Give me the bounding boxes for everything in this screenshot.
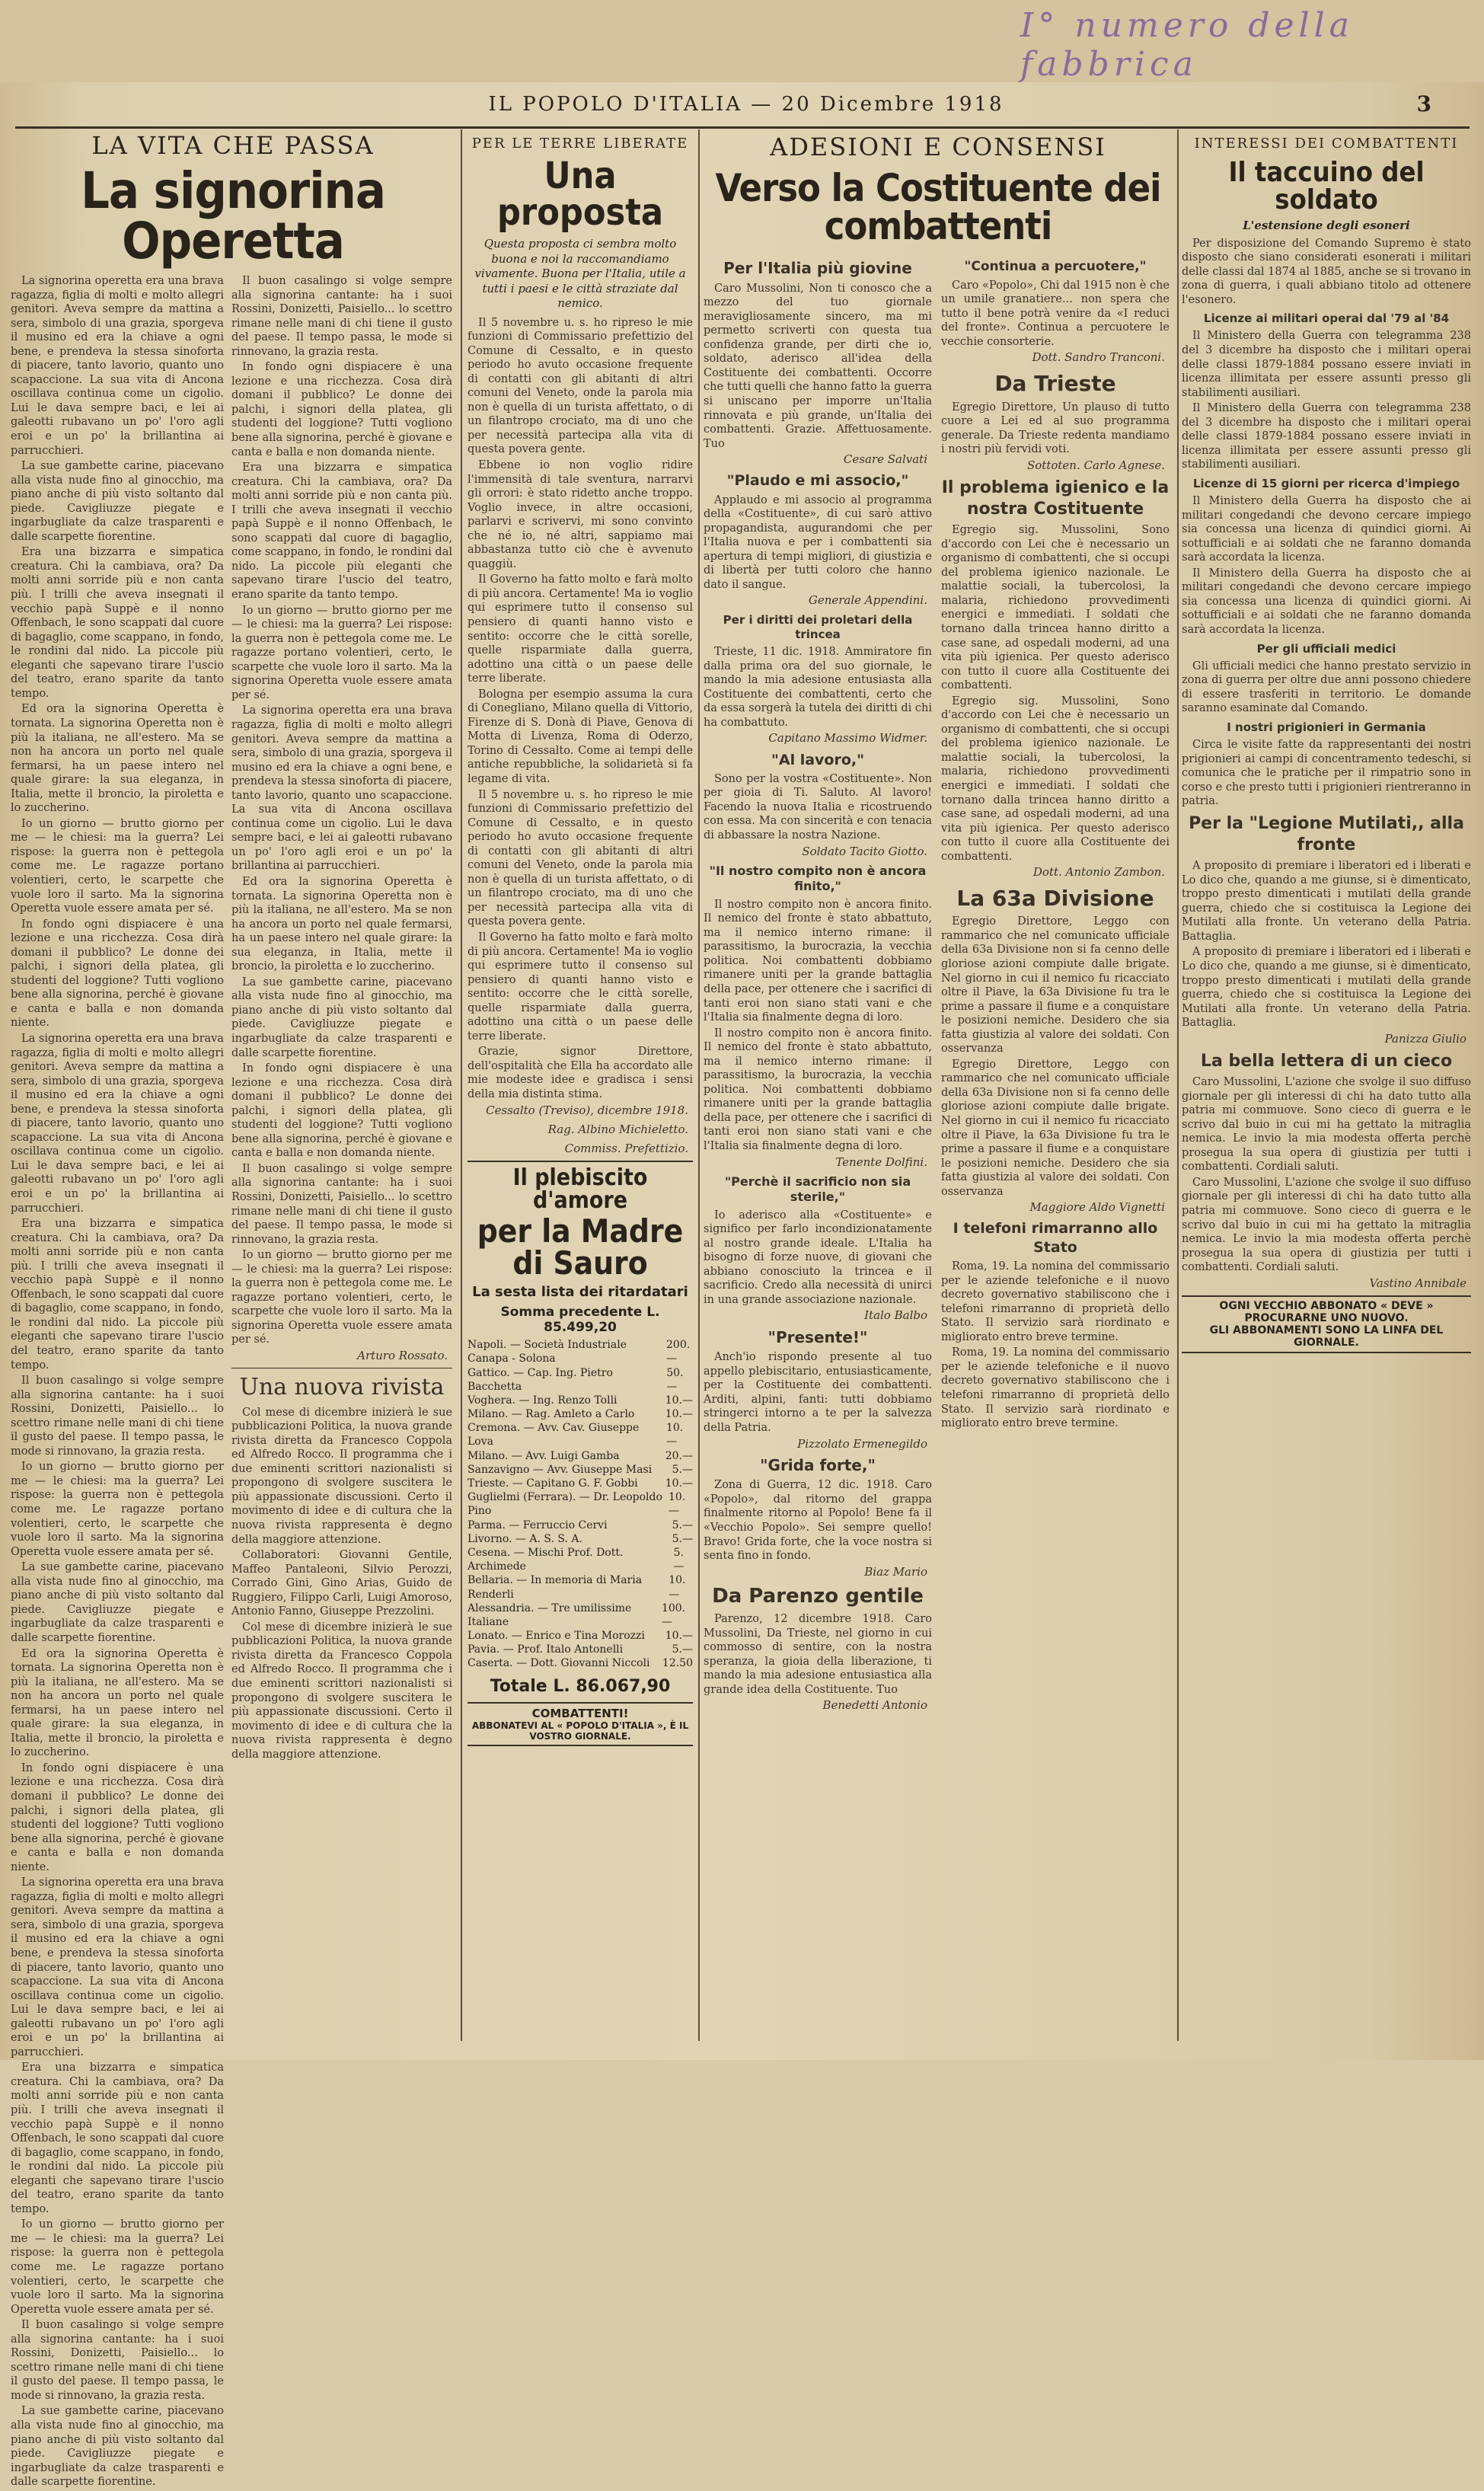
signature: Capitano Massimo Widmer. <box>768 731 927 746</box>
paragraph: Il 5 novembre u. s. ho ripreso le mie funzioni di Commissario prefettizio del Comune di Cessalto, e in questo periodo ho avuto occasione frequente di contatti con gli abitanti di altri comuni del Veneto, onde la parola mia non è quella di un turista affettato, o di un filantropo crociato, ma di uno che per necessità partecipa alla vita di questa povera gente. <box>468 316 693 456</box>
promo-box <box>468 1702 693 1746</box>
sign-role: Commiss. Prefettizio. <box>564 1141 688 1155</box>
plebiscito-total: Totale L. 86.067,90 <box>490 1676 671 1696</box>
center-left-column <box>704 254 932 1718</box>
handwritten-note: I° numero della fabbrica <box>1020 6 1354 84</box>
donor-name: Milano. — Avv. Luigi Gamba <box>468 1449 620 1462</box>
paragraph: Sono per la vostra «Costituente». Non per gioia di Ti. Saluto. Al lavoro! Facendo la nuova Italia e ricostruendo con essa. Ma con sincerità e con tenacia di abbassare la nostra Nazione. <box>704 772 932 842</box>
donation-row <box>468 1643 693 1656</box>
donor-name: Napoli. — Società Industriale Canapa - Solona <box>468 1339 627 1365</box>
paragraph: Il Governo ha fatto molto e farà molto di più ancora. Certamente! Ma io voglio qui esprimere tutto il consenso sul pensiero di quanti hanno visto e sentito: occorre che le città sorelle, quelle risparmiate dalla guerra, adottino una città o un paese delle terre liberate. <box>468 573 693 685</box>
section-kicker: LA VITA CHE PASSA <box>91 131 375 160</box>
paragraph: Ed ora la signorina Operetta è tornata. La signorina Operetta non è più la italiana, ne all'estero. Ma se non ha ancora un porto nel quale fermarsi, ha un paese intero nel quale girare: la sua eleganza, in Italia, mette il broncio, la piroletta e lo zuccherino. <box>11 703 224 815</box>
plebiscito-headline-2: per la Madre di Sauro <box>477 1212 684 1282</box>
donation-list <box>468 1338 693 1671</box>
paragraph: Io un giorno — brutto giorno per me — le chiesi: ma la guerra? Lei rispose: la guerra non è pettegola come me. Le ragazze portano volentieri, certo, le scarpette che vuole loro il sarto. Ma la signorina Operetta vuole essere amata per sé. <box>11 817 224 915</box>
column-1 <box>11 129 455 2489</box>
section-heading: "Plaudo e mi associo," <box>726 472 909 490</box>
paragraph: Era una bizzarra e simpatica creatura. Chi la cambiava, ora? Da molti anni sorride più e non canta più. I trilli che aveva insegnati il vecchio papà Suppè e il nonno Offenbach, le sono scappati dal cuore di bagaglio, come scappano, in fondo, le rondini dal nido. La piccole più eleganti che sapevano tirare l'uscio del teatro, erano sparite da tanto tempo. <box>11 2061 224 2215</box>
paragraph: Ed ora la signorina Operetta è tornata. La signorina Operetta non è più la italiana, ne all'estero. Ma se non ha ancora un porto nel quale fermarsi, ha un paese intero nel quale girare: la sua eleganza, in Italia, mette il broncio, la piroletta e lo zuccherino. <box>231 875 452 973</box>
paragraph: Roma, 19. La nomina del commissario per le aziende telefoniche e il nuovo decreto governativo stabiliscono che i telefoni rimarranno di proprietà dello Stato. Il servizio sarà riordinato e migliorato entro breve termine. <box>941 1260 1170 1343</box>
section-heading: Da Parenzo gentile <box>712 1584 924 1608</box>
paragraph: Caro Mussolini, Non ti conosco che a mezzo del tuo giornale meravigliosamente sincero, ma mi permetto scriverti con questa tua confidenza grande, per dirti che io, soldato, aderisco all'idea della Costituente dei combattenti. Occorre che tutti quelli che hanno fatto la guerra si uniscano per imporre un'Italia rinnovata e più grande, un'Italia dei combattenti. Grazie. Affettuosamente. Tuo <box>704 282 932 450</box>
donation-amount: 10.— <box>665 1394 693 1407</box>
signature: Soldato Tacito Giotto. <box>802 844 927 858</box>
article-headline: Una nuova rivista <box>239 1374 445 1401</box>
donation-row <box>468 1532 693 1546</box>
donation-row <box>468 1656 693 1670</box>
paragraph: Col mese di dicembre inizierà le sue pubblicazioni Politica, la nuova grande rivista diretta da Francesco Coppola ed Alfredo Rocco. Il programma che i due eminenti scrittori nazionalisti si propongono di svolgere suscitera le più appassionate discussioni. Certo il movimento di idee e di cultura che la nuova rivista rappresenta è degno della maggiore attenzione. <box>231 1621 452 1761</box>
paragraph: A proposito di premiare i liberatori ed i liberati e Lo dico che, quando a me giunse, si è dimenticato, troppo presto dimenticati i mutilati della grande guerra, chiedo che si costituisca la Legione dei Mutilati alla fronte. Un veterano della Patria. Battaglia. <box>1182 860 1471 943</box>
signature: Cesare Salvati <box>843 452 927 467</box>
column-rule <box>698 129 700 2041</box>
sign-place: Cessalto (Treviso), dicembre 1918. <box>486 1103 688 1117</box>
donation-row <box>468 1366 693 1394</box>
paragraph: Io aderisco alla «Costituente» e significo per farlo incondizionatamente al nostro grande ideale. L'Italia ha bisogno di forze nuove, di giovani che abbiano conosciuto la trincea e il sacrificio. Credo alla necessità di unirci in una grande associazione nazionale. <box>704 1209 932 1306</box>
donor-name: Lonato. — Enrico e Tina Morozzi <box>468 1630 645 1643</box>
paragraph: Io un giorno — brutto giorno per me — le chiesi: ma la guerra? Lei rispose: la guerra non è pettegola come me. Le ragazze portano volentieri, certo, le scarpette che vuole loro il sarto. Ma la signorina Operetta vuole essere amata per sé. <box>231 604 452 701</box>
paragraph: Anch'io rispondo presente al tuo appello plebiscitario, entusiasticamente, per la Costituente dei combattenti. Arditi, alpini, fanti: tutti dobbiamo stringerci intorno a te per la salvezza della Patria. <box>704 1351 932 1434</box>
donation-row <box>468 1477 693 1490</box>
article-headline: Una proposta <box>497 155 663 234</box>
section-kicker: ADESIONI E CONSENSI <box>770 133 1106 161</box>
paragraph: La signorina operetta era una brava ragazza, figlia di molti e molto allegri genitori. Aveva sempre da mattina a sera, simbolo di una grazia, sporgeva il musino ed era la chiave a ogni bene, e prendeva la stessa sinoforta di piacere, tanto lavorio, quanto uno scapaccione. La sua vita di Ancona oscillava continua come un cigolio. Lui le dava sempre baci, e lei ai galeotti rubavano un po' l'oro agli eroi e un po' la brillantina ai parrucchieri. <box>231 704 452 873</box>
paragraph: Il Ministero della Guerra ha disposto che ai militari congedandi che devono cercare impiego sia concessa una licenza di quindici giorni. Ai sottufficiali e ai soldati che ne faranno domanda sarà accordata la licenza. <box>1182 567 1471 636</box>
column-2 <box>468 129 693 2049</box>
section-heading: Da Trieste <box>994 370 1116 396</box>
paragraph: Roma, 19. La nomina del commissario per le aziende telefoniche e il nuovo decreto governativo stabiliscono che i telefoni rimarranno di proprietà dello Stato. Il servizio sarà riordinato e migliorato entro breve termine. <box>941 1346 1170 1430</box>
donation-amount: 20.— <box>665 1449 693 1462</box>
section-heading: "Il nostro compito non è ancora finito," <box>709 863 927 894</box>
donor-name: Cremona. — Avv. Cav. Giuseppe Lova <box>468 1422 640 1448</box>
donation-amount: 5.— <box>672 1519 693 1531</box>
paragraph: Il buon casalingo si volge sempre alla signorina cantante: ha i suoi Rossini, Donizetti, Paisiello... lo scettro rimane nelle mani di chi tiene il gusto del paese. Il tempo passa, le mode si rinnovano, la grazia resta. <box>231 275 452 358</box>
donor-name: Bellaria. — In memoria di Maria Renderli <box>468 1574 643 1601</box>
paragraph: La signorina operetta era una brava ragazza, figlia di molti e molto allegri genitori. Aveva sempre da mattina a sera, simbolo di una grazia, sporgeva il musino ed era la chiave a ogni bene, e prendeva la stessa sinoforta di piacere, tanto lavorio, quanto uno scapaccione. La sua vita di Ancona oscillava continua come un cigolio. Lui le dava sempre baci, e lei ai galeotti rubavano un po' l'oro agli eroi e un po' la brillantina ai parrucchieri. <box>11 1032 224 1215</box>
donation-amount: 5.— <box>672 1532 693 1545</box>
article-headline: La signorina Operetta <box>81 161 385 270</box>
paragraph: Il Governo ha fatto molto e farà molto di più ancora. Certamente! Ma io voglio qui esprimere tutto il consenso sul pensiero di quanti hanno visto e sentito: occorre che le città sorelle, quelle risparmiate dalla guerra, adottino una città o un paese delle terre liberate. <box>468 931 693 1043</box>
section-heading: Per gli ufficiali medici <box>1256 641 1396 656</box>
paragraph: Egregio sig. Mussolini, Sono d'accordo con Lei che è necessario un organismo di combattenti, che si occupi del problema igienico nazionale. Le malattie sociali, la tubercolosi, la malaria, richiedono provvedimenti energici e immediati. I soldati che tornano dalla trincea hanno diritto a case sane, ad ospedali moderni, ad una vita più igienica. Per questo aderisco con tutto il cuore alla Costituente dei combattenti. <box>941 695 1170 863</box>
paragraph: La signorina operetta era una brava ragazza, figlia di molti e molto allegri genitori. Aveva sempre da mattina a sera, simbolo di una grazia, sporgeva il musino ed era la chiave a ogni bene, e prendeva la stessa sinoforta di piacere, tanto lavorio, quanto uno scapaccione. La sua vita di Ancona oscillava continua come un cigolio. Lui le dava sempre baci, e lei ai galeotti rubavano un po' l'oro agli eroi e un po' la brillantina ai parrucchieri. <box>11 275 224 457</box>
masthead <box>30 90 1462 125</box>
donation-row <box>468 1463 693 1477</box>
donor-name: Alessandria. — Tre umilissime Italiane <box>468 1602 632 1628</box>
donor-name: Caserta. — Dott. Giovanni Niccoli <box>468 1657 650 1670</box>
donation-row <box>468 1421 693 1448</box>
paragraph: La sue gambette carine, piacevano alla vista nude fino al ginocchio, ma piano anche di più visto soltanto dal piede. Cavigliuzze piegate e ingarbugliate da calze trasparenti e dalle scarpette fiorentine. <box>11 460 224 543</box>
signature: Tenente Dolfini. <box>835 1154 927 1169</box>
plebiscito-previous: Somma precedente L. 85.499,20 <box>500 1305 660 1336</box>
paragraph: La sue gambette carine, piacevano alla vista nude fino al ginocchio, ma piano anche di più visto soltanto dal piede. Cavigliuzze piegate e ingarbugliate da calze trasparenti e dalle scarpette fiorentine. <box>231 976 452 1059</box>
signature: Panizza Giulio <box>1384 1031 1466 1046</box>
paragraph: Egregio Direttore, Leggo con rammarico che nel comunicato ufficiale della 63a Divisione non si fa cenno delle gloriose azioni compiute dalle brigate. Nel giorno in cui il nemico fu ricacciato oltre il Piave, la 63a Divisione fu tra le prime a passare il fiume e a conquistare le posizioni nemiche. Desidero che sia fatta giustizia al valore dei soldati. Con osservanza <box>941 915 1170 1055</box>
paragraph: Caro Mussolini, L'azione che svolge il suo diffuso giornale per gli interessi di chi ha dato tutto alla patria mi commuove. Sono cieco di guerra e le scrivo dal buio in cui mi ha gettato la mitraglia nemica. Le invio la mia modesta offerta perchè prosegua la sua opera di giustizia per tutti i combattenti. Cordiali saluti. <box>1182 1076 1471 1174</box>
donation-row <box>468 1546 693 1573</box>
article-body-right <box>231 274 452 2491</box>
section-heading: La 63a Divisione <box>956 885 1154 911</box>
paragraph: Circa le visite fatte da rappresentanti dei nostri prigionieri ai campi di concentramento tedeschi, si comunica che le pratiche per il rimpatrio sono in corso e che presto tutti i prigionieri rientreranno in patria. <box>1182 739 1471 808</box>
promo-line-1: COMBATTENTI! <box>531 1706 629 1720</box>
column-center <box>704 129 1173 2049</box>
paragraph: Il nostro compito non è ancora finito. Il nemico del fronte è stato abbattuto, ma il nemico interno rimane: il parassitismo, la burocrazia, la vecchia politica. Noi combattenti dobbiamo rimanere uniti per la grande battaglia della pace, per ottenere che i sacrifici di tanti eroi non siano stati vani e che l'Italia sia finalmente degna di loro. <box>704 1027 932 1152</box>
article-body-left <box>11 274 224 2491</box>
paragraph: Ebbene io non voglio ridire l'immensità di tale sventura, narrarvi gli orrori: è stato ridetto anche troppo. Voglio invece, in altre occasioni, parlarvi e scrivervi, mi sono convinto che né io, né altri, sappiamo mai abbastanza tutto ciò che è avvenuto quaggiù. <box>468 458 693 570</box>
paragraph: A proposito di premiare i liberatori ed i liberati e Lo dico che, quando a me giunse, si è dimenticato, troppo presto dimenticati i mutilati della grande guerra, chiedo che si costituisca la Legione dei Mutilati alla fronte. Un veterano della Patria. Battaglia. <box>1182 946 1471 1030</box>
paragraph: Il buon casalingo si volge sempre alla signorina cantante: ha i suoi Rossini, Donizetti, Paisiello... lo scettro rimane nelle mani di chi tiene il gusto del paese. Il tempo passa, le mode si rinnovano, la grazia resta. <box>11 1375 224 1458</box>
paragraph: Egregio sig. Mussolini, Sono d'accordo con Lei che è necessario un organismo di combattenti, che si occupi del problema igienico nazionale. Le malattie sociali, la tubercolosi, la malaria, richiedono provvedimenti energici e immediati. I soldati che tornano dalla trincea hanno diritto a case sane, ad ospedali moderni, ad una vita più igienica. Per questo aderisco con tutto il cuore alla Costituente dei combattenti. <box>941 524 1170 692</box>
center-right-column <box>941 254 1170 1718</box>
section-heading: Licenze di 15 giorni per ricerca d'impiego <box>1192 476 1460 490</box>
signature: Sottoten. Carlo Agnese. <box>1027 458 1165 472</box>
section-heading: Licenze ai militari operai dal '79 al '84 <box>1203 311 1450 326</box>
plebiscito-subtitle: La sesta lista dei ritardatari <box>472 1284 688 1301</box>
donor-name: Sanzavigno — Avv. Giuseppe Masi <box>468 1463 653 1476</box>
donation-amount: 100.— <box>661 1602 686 1628</box>
signature: Benedetti Antonio <box>822 1698 927 1713</box>
paragraph: Egregio Direttore, Leggo con rammarico che nel comunicato ufficiale della 63a Divisione non si fa cenno delle gloriose azioni compiute dalle brigate. Nel giorno in cui il nemico fu ricacciato oltre il Piave, la 63a Divisione fu tra le prime a passare il fiume e a conquistare le posizioni nemiche. Desidero che sia fatta giustizia al valore dei soldati. Con osservanza <box>941 1058 1170 1198</box>
paragraph: In fondo ogni dispiacere è una lezione e una ricchezza. Cosa dirà domani il pubblico? Le donne dei palchi, i signori della platea, gli studenti del loggione? Tutti vogliono bene alla signorina, perché è giovane e canta e balla e non domanda niente. <box>231 361 452 458</box>
donor-name: Gattico. — Cap. Ing. Pietro Bacchetta <box>468 1366 613 1393</box>
promo-box <box>1182 1295 1471 1353</box>
signature: Vastino Annibale <box>1369 1276 1466 1290</box>
donor-name: Voghera. — Ing. Renzo Tolli <box>468 1394 618 1407</box>
paragraph: Gli ufficiali medici che hanno prestato servizio in zona di guerra per oltre due anni possono chiedere di essere trasferiti in territorio. Le domande saranno esaminate dal Comando. <box>1182 659 1471 715</box>
masthead-title: IL POPOLO D'ITALIA — 20 Dicembre 1918 <box>488 93 1004 116</box>
donor-name: Pavia. — Prof. Italo Antonelli <box>468 1643 624 1656</box>
paragraph: Il buon casalingo si volge sempre alla signorina cantante: ha i suoi Rossini, Donizetti, Paisiello... lo scettro rimane nelle mani di chi tiene il gusto del paese. Il tempo passa, le mode si rinnovano, la grazia resta. <box>231 1162 452 1246</box>
paragraph: Il nostro compito non è ancora finito. Il nemico del fronte è stato abbattuto, ma il nemico interno rimane: il parassitismo, la burocrazia, la vecchia politica. Noi combattenti dobbiamo rimanere uniti per la grande battaglia della pace, per ottenere che i sacrifici di tanti eroi non siano stati vani e che l'Italia sia finalmente degna di loro. <box>704 898 932 1024</box>
donation-amount: 10.— <box>665 1630 693 1643</box>
paragraph: Era una bizzarra e simpatica creatura. Chi la cambiava, ora? Da molti anni sorride più e non canta più. I trilli che aveva insegnati il vecchio papà Suppè e il nonno Offenbach, le sono scappati dal cuore di bagaglio, come scappano, in fondo, le rondini dal nido. La piccole più eleganti che sapevano tirare l'uscio del teatro, erano sparite da tanto tempo. <box>231 461 452 602</box>
column-right <box>1182 129 1471 2049</box>
signature: Generale Appendini. <box>808 593 927 608</box>
paragraph: Io un giorno — brutto giorno per me — le chiesi: ma la guerra? Lei rispose: la guerra non è pettegola come me. Le ragazze portano volentieri, certo, le scarpette che vuole loro il sarto. Ma la signorina Operetta vuole essere amata per sé. <box>11 1461 224 1558</box>
section-heading: Il problema igienico e la nostra Costituente <box>941 477 1170 519</box>
article-body <box>468 316 693 1157</box>
paragraph: Era una bizzarra e simpatica creatura. Chi la cambiava, ora? Da molti anni sorride più e non canta più. I trilli che aveva insegnati il vecchio papà Suppè e il nonno Offenbach, le sono scappati dal cuore di bagaglio, come scappano, in fondo, le rondini dal nido. La piccole più eleganti che sapevano tirare l'uscio del teatro, erano sparite da tanto tempo. <box>11 1218 224 1372</box>
donor-name: Parma. — Ferruccio Cervi <box>468 1519 608 1531</box>
donation-amount: 5.— <box>672 1463 693 1476</box>
donation-amount: 5.— <box>672 1643 693 1656</box>
paragraph: Parenzo, 12 dicembre 1918. Caro Mussolini, Da Trieste, nel giorno in cui commosso di sentire, con la nostra speranza, la gioia della liberazione, ti mando la mia adesione entusiastica alla grande idea della Costituente. Tuo <box>704 1613 932 1696</box>
donor-name: Milano. — Rag. Amleto a Carlo <box>468 1408 635 1421</box>
donation-amount: 10.— <box>665 1408 693 1421</box>
article-headline: Il taccuino del soldato <box>1228 157 1425 216</box>
donation-amount: 200.— <box>666 1339 691 1365</box>
paragraph: Ed ora la signorina Operetta è tornata. La signorina Operetta non è più la italiana, ne all'estero. Ma se non ha ancora un porto nel quale fermarsi, ha un paese intero nel quale girare: la sua eleganza, in Italia, mette il broncio, la piroletta e lo zuccherino. <box>11 1647 224 1759</box>
donation-amount: 10.— <box>665 1422 684 1448</box>
paragraph: Egregio Direttore, Un plauso di tutto cuore a Lei ed al suo programma generale. Da Trieste redenta mandiamo i nostri più fervidi voti. <box>941 401 1170 456</box>
promo-line-2: GLI ABBONAMENTI SONO LA LINFA DEL GIORNALE. <box>1209 1324 1444 1349</box>
paragraph: Il 5 novembre u. s. ho ripreso le mie funzioni di Commissario prefettizio del Comune di Cessalto, e in questo periodo ho avuto occasione frequente di contatti con gli abitanti di altri comuni del Veneto, onde la parola mia non è quella di un turista affettato, o di un filantropo crociato, ma di uno che per necessità partecipa alla vita di questa povera gente. <box>468 788 693 928</box>
column-rule <box>461 129 462 2041</box>
section-heading: "Perchè il sacrificio non sia sterile," <box>724 1174 911 1205</box>
promo-line-2: ABBONATEVI AL « POPOLO D'ITALIA », È IL VOSTRO GIORNALE. <box>471 1720 689 1742</box>
paragraph: Io un giorno — brutto giorno per me — le chiesi: ma la guerra? Lei rispose: la guerra non è pettegola come me. Le ragazze portano volentieri, certo, le scarpette che vuole loro il sarto. Ma la signorina Operetta vuole essere amata per sé. <box>11 2218 224 2316</box>
donation-amount: 5.— <box>673 1546 685 1573</box>
paragraph: La sue gambette carine, piacevano alla vista nude fino al ginocchio, ma piano anche di più visto soltanto dal piede. Cavigliuzze piegate e ingarbugliate da calze trasparenti e dalle scarpette fiorentine. <box>11 1561 224 1644</box>
donation-amount: 50.— <box>666 1366 684 1393</box>
paragraph: Zona di Guerra, 12 dic. 1918. Caro «Popolo», dal ritorno del grappa finalmente ritorno al Popolo! Bene fa il «Vecchio Popolo». Sei sempre quello! Bravo! Grida forte, che la voce nostra si senta fino in fondo. <box>704 1479 932 1563</box>
paragraph: Il Ministero della Guerra con telegramma 238 del 3 dicembre ha disposto che i militari operai delle classi 1879-1884 possano essere inviati in licenza illimitata per essere assunti presso gli stabilimenti ausiliari. <box>1182 402 1471 471</box>
section-heading: "Grida forte," <box>760 1455 876 1474</box>
donor-name: Livorno. — A. S. S. A. <box>468 1532 582 1545</box>
donation-amount: 10.— <box>665 1477 693 1490</box>
page-number: 3 <box>1416 91 1431 117</box>
paragraph: Per disposizione del Comando Supremo è stato disposto che siano considerati esonerati i militari delle classi dal 1874 al 1885, anche se si trovano in zona di guerra, i quali abbiano titolo ad ottenere l'esonero. <box>1182 237 1471 306</box>
signature: Maggiore Aldo Vignetti <box>1029 1200 1165 1215</box>
paragraph: Col mese di dicembre inizierà le sue pubblicazioni Politica, la nuova grande rivista diretta da Francesco Coppola ed Alfredo Rocco. Il programma che i due eminenti scrittori nazionalisti si propongono di svolgere suscitera le più appassionate discussioni. Certo il movimento di idee e di cultura che la nuova rivista rappresenta è degno della maggiore attenzione. <box>231 1406 452 1546</box>
section-heading: "Al lavoro," <box>771 751 865 768</box>
donation-row <box>468 1394 693 1407</box>
masthead-rule <box>15 126 1470 129</box>
signature: Biaz Mario <box>864 1564 927 1579</box>
paragraph: Il Ministero della Guerra con telegramma 238 del 3 dicembre ha disposto che i militari operai delle classi 1879-1884 possano essere inviati in licenza illimitata per essere assunti presso gli stabilimenti ausiliari. <box>1182 330 1471 399</box>
paragraph: In fondo ogni dispiacere è una lezione e una ricchezza. Cosa dirà domani il pubblico? Le donne dei palchi, i signori della platea, gli studenti del loggione? Tutti vogliono bene alla signorina, perché è giovane e canta e balla e non domanda niente. <box>231 1062 452 1160</box>
paragraph: Bologna per esempio assuma la cura di Conegliano, Milano quella di Vittorio, Firenze di S. Donà di Piave, Genova di Motta di Livenza, Roma di Oderzo, Torino di Cessalto. Come ai tempi delle antiche repubbliche, la solidarietà si fa legame di vita. <box>468 688 693 785</box>
donation-amount: 10.— <box>669 1574 686 1601</box>
donation-row <box>468 1338 693 1365</box>
paragraph: Il buon casalingo si volge sempre alla signorina cantante: ha i suoi Rossini, Donizetti, Paisiello... lo scettro rimane nelle mani di chi tiene il gusto del paese. Il tempo passa, le mode si rinnovano, la grazia resta. <box>11 2319 224 2402</box>
article-subtitle: Questa proposta ci sembra molto buona e noi la raccomandiamo vivamente. Buona per l'Italia, utile a tutti i paesi e le città straziate dal nemico. <box>474 237 686 310</box>
donor-name: Cesena. — Mischi Prof. Dott. Archimede <box>468 1546 624 1573</box>
donation-row <box>468 1519 693 1532</box>
section-heading: Per l'Italia più giovine <box>723 259 912 277</box>
donation-row <box>468 1573 693 1601</box>
article-subtitle: L'estensione degli esoneri <box>1243 219 1410 232</box>
paragraph: Applaudo e mi associo al programma della «Costituente», di cui sarò attivo propagandista, augurandomi che per l'Italia nuova e per i combattenti sia apertura di tempi migliori, di giustizia e di libertà per tutti coloro che hanno dato il sangue. <box>704 493 932 591</box>
donation-row <box>468 1490 693 1518</box>
article-body <box>1182 237 1471 1291</box>
paragraph: Grazie, signor Direttore, dell'ospitalità che Ella ha accordato alle mie modeste idee e gradisca i sensi della mia distinta stima. <box>468 1046 693 1101</box>
paragraph: Caro «Popolo», Chi dal 1915 non è che un umile granatiere... non spera che tutto il bene potrà venire da «I reduci del fronte». Continua a percuotere le vecchie consorterie. <box>941 279 1170 348</box>
sign-name: Rag. Albino Michieletto. <box>547 1122 688 1136</box>
section-heading: I telefoni rimarranno allo Stato <box>953 1220 1158 1256</box>
section-heading: Per la "Legione Mutilati,, alla fronte <box>1189 813 1464 854</box>
paragraph: Collaboratori: Giovanni Gentile, Maffeo Pantaleoni, Silvio Perozzi, Corrado Gini, Gino Arias, Guido de Ruggiero, Filippo Carli, Luigi Amoroso, Antonio Fanno, Giuseppe Prezzolini. <box>231 1549 452 1618</box>
section-kicker: INTERESSI DEI COMBATTENTI <box>1194 136 1459 152</box>
divider <box>468 1161 693 1162</box>
paragraph: Il Ministero della Guerra ha disposto che ai militari congedandi che devono cercare impiego sia concessa una licenza di quindici giorni. Ai sottufficiali e ai soldati che ne faranno domanda sarà accordata la licenza. <box>1182 495 1471 564</box>
donation-row <box>468 1449 693 1463</box>
article-signature: Arturo Rossato. <box>357 1349 448 1363</box>
section-heading: Per i diritti dei proletari della trincea <box>723 612 913 641</box>
donation-row <box>468 1602 693 1629</box>
section-heading: I nostri prigionieri in Germania <box>1227 720 1426 734</box>
promo-line-1: OGNI VECCHIO ABBONATO « DEVE » PROCURARNE UNO NUOVO. <box>1219 1299 1434 1324</box>
signature: Italo Balbo <box>864 1308 927 1323</box>
signature: Dott. Antonio Zambon. <box>1032 865 1165 880</box>
donor-name: Guglielmi (Ferrara). — Dr. Leopoldo Pino <box>468 1491 662 1518</box>
plebiscito-headline-1: Il plebiscito d'amore <box>512 1164 648 1215</box>
paragraph: In fondo ogni dispiacere è una lezione e una ricchezza. Cosa dirà domani il pubblico? Le donne dei palchi, i signori della platea, gli studenti del loggione? Tutti vogliono bene alla signorina, perché è giovane e canta e balla e non domanda niente. <box>11 918 224 1030</box>
section-heading: La bella lettera di un cieco <box>1200 1051 1453 1071</box>
signature: Pizzolato Ermenegildo <box>797 1436 927 1451</box>
paragraph: Era una bizzarra e simpatica creatura. Chi la cambiava, ora? Da molti anni sorride più e non canta più. I trilli che aveva insegnati il vecchio papà Suppè e il nonno Offenbach, le sono scappati dal cuore di bagaglio, come scappano, in fondo, le rondini dal nido. La piccole più eleganti che sapevano tirare l'uscio del teatro, erano sparite da tanto tempo. <box>11 546 224 700</box>
paragraph: La sue gambette carine, piacevano alla vista nude fino al ginocchio, ma piano anche di più visto soltanto dal piede. Cavigliuzze piegate e ingarbugliate da calze trasparenti e dalle scarpette fiorentine. <box>11 2405 224 2489</box>
section-kicker: PER LE TERRE LIBERATE <box>471 136 689 152</box>
donation-row <box>468 1629 693 1643</box>
section-heading: "Presente!" <box>768 1327 868 1346</box>
donation-amount: 10.— <box>668 1491 686 1518</box>
paragraph: Caro Mussolini, L'azione che svolge il suo diffuso giornale per gli interessi di chi ha dato tutto alla patria mi commuove. Sono cieco di guerra e le scrivo dal buio in cui mi ha gettato la mitraglia nemica. Le invio la mia modesta offerta perchè prosegua la sua opera di giustizia per tutti i combattenti. Cordiali saluti. <box>1182 1176 1471 1274</box>
donation-amount: 12.50 <box>662 1657 693 1670</box>
signature: Dott. Sandro Tranconi. <box>1032 350 1165 365</box>
donor-name: Trieste. — Capitano G. F. Gobbi <box>468 1477 638 1490</box>
column-rule <box>1177 129 1179 2041</box>
paragraph: In fondo ogni dispiacere è una lezione e una ricchezza. Cosa dirà domani il pubblico? Le donne dei palchi, i signori della platea, gli studenti del loggione? Tutti vogliono bene alla signorina, perché è giovane e canta e balla e non domanda niente. <box>11 1761 224 1873</box>
paragraph: La signorina operetta era una brava ragazza, figlia di molti e molto allegri genitori. Aveva sempre da mattina a sera, simbolo di una grazia, sporgeva il musino ed era la chiave a ogni bene, e prendeva la stessa sinoforta di piacere, tanto lavorio, quanto uno scapaccione. La sua vita di Ancona oscillava continua come un cigolio. Lui le dava sempre baci, e lei ai galeotti rubavano un po' l'oro agli eroi e un po' la brillantina ai parrucchieri. <box>11 1876 224 2058</box>
donation-row <box>468 1407 693 1421</box>
paragraph: Trieste, 11 dic. 1918. Ammiratore fin dalla prima ora del suo giornale, le mando la mia adesione entusiasta alla Costituente dei combattenti, certo che da essa sorgerà la tutela dei diritti di chi ha combattuto. <box>704 646 932 729</box>
section-heading: "Continua a percuotere," <box>964 259 1147 274</box>
article-headline: Verso la Costituente dei combattenti <box>715 166 1161 248</box>
paragraph: Io un giorno — brutto giorno per me — le chiesi: ma la guerra? Lei rispose: la guerra non è pettegola come me. Le ragazze portano volentieri, certo, le scarpette che vuole loro il sarto. Ma la signorina Operetta vuole essere amata per sé. <box>231 1249 452 1346</box>
